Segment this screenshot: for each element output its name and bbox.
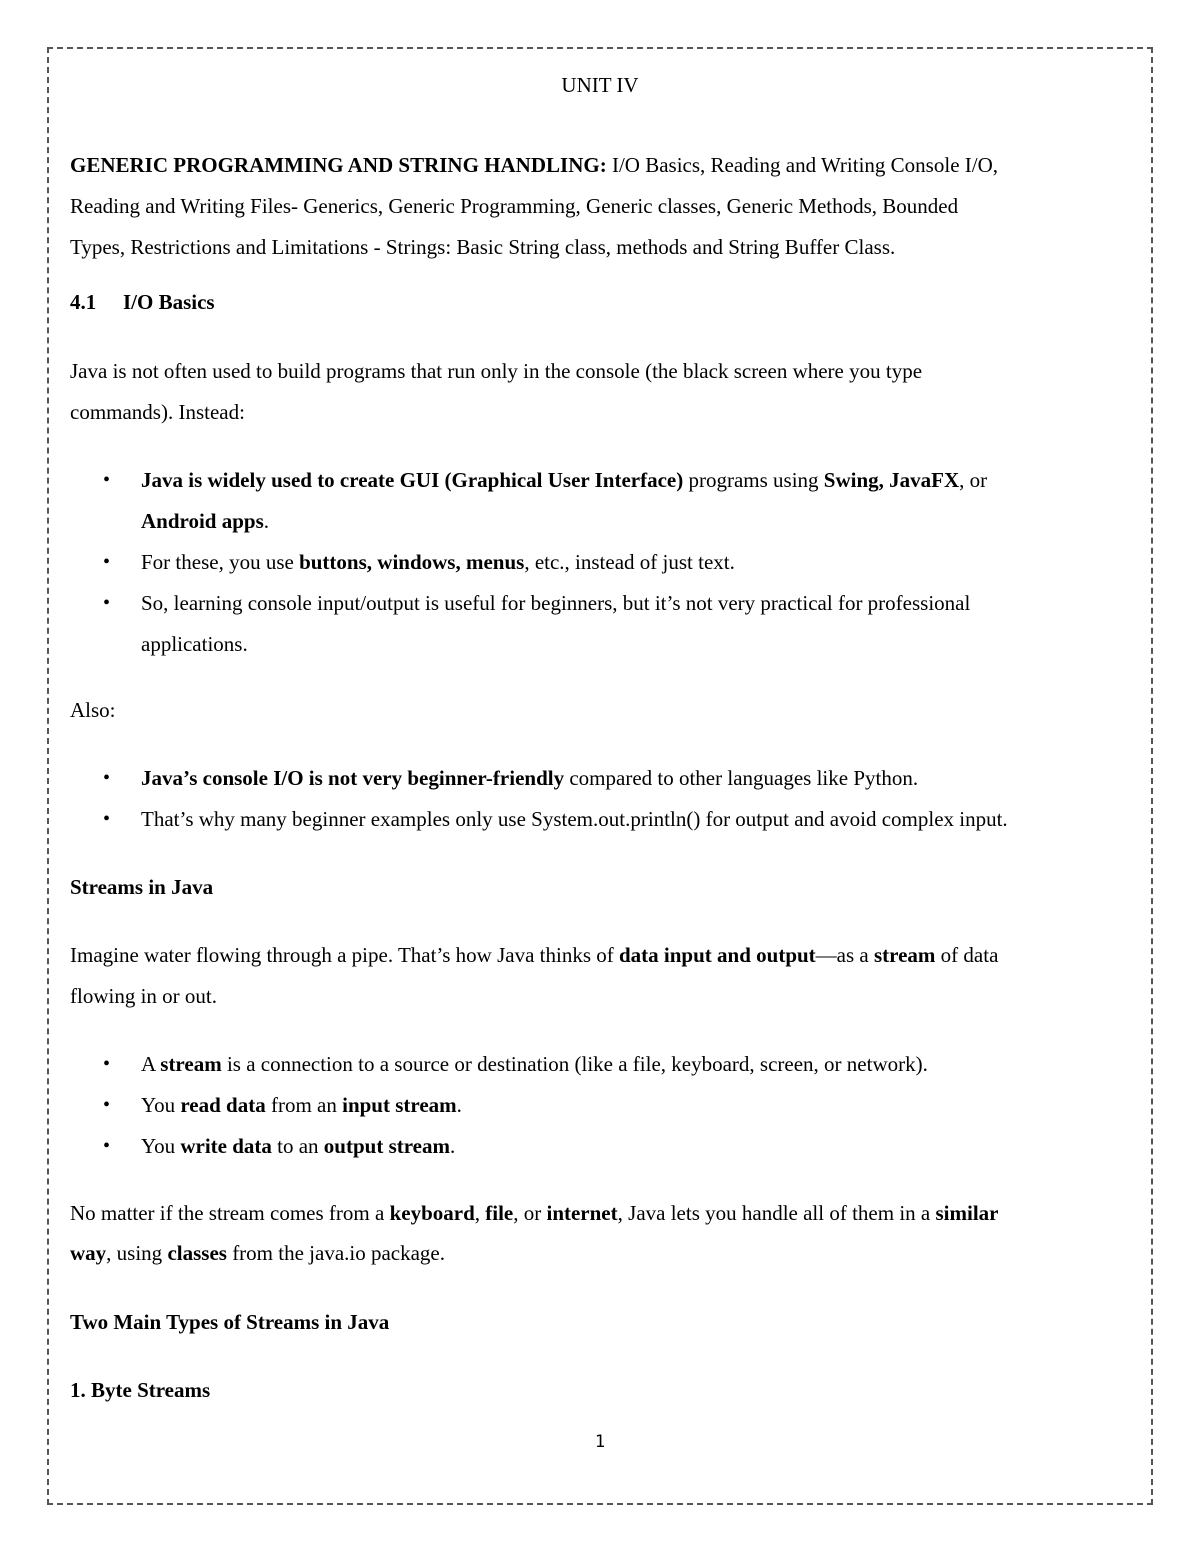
byte-streams-heading: 1. Byte Streams <box>70 1378 211 1402</box>
streams-heading: Streams in Java <box>70 875 214 899</box>
section-title: I/O Basics <box>123 290 215 314</box>
two-types-heading: Two Main Types of Streams in Java <box>70 1310 390 1334</box>
intro-line-2: Reading and Writing Files- Generics, Generic Programming, Generic classes, Generic Methods, Bounded <box>70 194 959 218</box>
para1-line-2: commands). Instead: <box>70 400 245 424</box>
list-item: • You read data from an input stream. <box>70 1085 1130 1126</box>
bullet-icon: • <box>103 592 111 614</box>
unit-title: UNIT IV <box>561 73 639 97</box>
list-stream-facts <box>70 1044 1130 1167</box>
bullet-icon: • <box>103 1135 111 1157</box>
list-item: • So, learning console input/output is useful for beginners, but it’s not very practical for professional applications. <box>70 583 1130 665</box>
intro-line-3: Types, Restrictions and Limitations - Strings: Basic String class, methods and String Buffer Class. <box>70 235 896 259</box>
bullet-icon: • <box>103 808 111 830</box>
bullet-icon: • <box>103 1053 111 1075</box>
bullet-icon: • <box>103 1094 111 1116</box>
list-item: • That’s why many beginner examples only use System.out.println() for output and avoid complex input. <box>70 799 1130 840</box>
bullet-icon: • <box>103 551 111 573</box>
para2-line-2: flowing in or out. <box>70 984 217 1008</box>
para3-line-1: No matter if the stream comes from a keyboard, file, or internet, Java lets you handle all of them in a similar <box>70 1201 999 1225</box>
para3-line-2: way, using classes from the java.io package. <box>70 1241 446 1265</box>
bullet-icon: • <box>103 767 111 789</box>
bullet-icon: • <box>103 469 111 491</box>
also-label: Also: <box>70 698 116 722</box>
list-console-io <box>70 758 1130 840</box>
list-item: • A stream is a connection to a source or destination (like a file, keyboard, screen, or network). <box>70 1044 1130 1085</box>
page-number: 1 <box>594 1432 606 1452</box>
para1-line-1: Java is not often used to build programs that run only in the console (the black screen where you type <box>70 359 923 383</box>
list-item: • Java is widely used to create GUI (Graphical User Interface) programs using Swing, JavaFX, or Android apps. <box>70 460 1130 542</box>
intro-line-1: GENERIC PROGRAMMING AND STRING HANDLING: I/O Basics, Reading and Writing Console I/O, <box>70 153 999 177</box>
para2-line-1: Imagine water flowing through a pipe. That’s how Java thinks of data input and output—as a stream of data <box>70 943 999 967</box>
section-heading-4-1 <box>70 282 1130 323</box>
section-number: 4.1 <box>70 290 97 314</box>
list-item: • For these, you use buttons, windows, menus, etc., instead of just text. <box>70 542 1130 583</box>
list-item: • You write data to an output stream. <box>70 1126 1130 1167</box>
list-item: • Java’s console I/O is not very beginner-friendly compared to other languages like Python. <box>70 758 1130 799</box>
intro-heading: GENERIC PROGRAMMING AND STRING HANDLING: <box>70 153 607 177</box>
list-gui-uses <box>70 460 1130 665</box>
